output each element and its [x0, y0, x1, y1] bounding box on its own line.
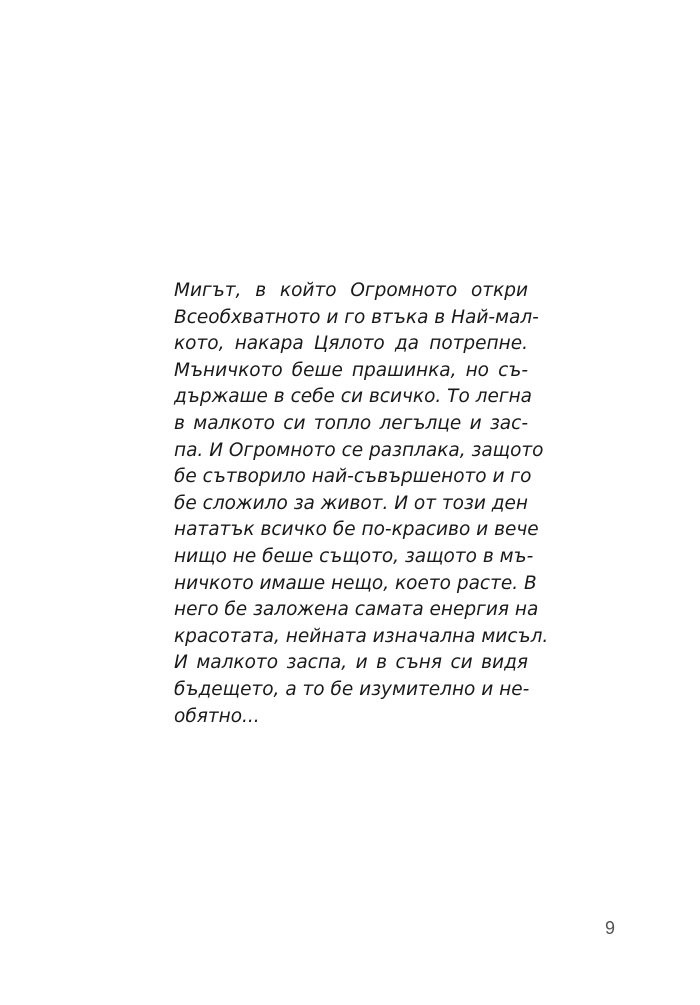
paragraph-line: Всеобхватното и го втъка в Най-мал- — [174, 306, 539, 328]
paragraph-line: него бе заложена самата енергия на — [174, 599, 539, 621]
paragraph-line: бъдещето, а то бе изумително и не- — [174, 678, 530, 700]
paragraph-line: Мъничкото беше прашинка, но съ- — [174, 359, 528, 381]
paragraph-line: държаше в себе си всичко. То легна — [174, 386, 533, 408]
paragraph-line: обятно... — [174, 705, 260, 727]
paragraph-line: бе сътворило най-съвършеното и го — [174, 466, 532, 488]
paragraph-line: И малкото заспа, и в съня си видя — [174, 652, 528, 674]
paragraph-line: Мигът, в който Огромното откри — [174, 280, 528, 301]
paragraph-line: нататък всичко бе по-красиво и вече — [174, 519, 539, 541]
paragraph-line: нищо не беше същото, защото в мъ- — [174, 545, 534, 567]
paragraph-line: в малкото си топло легълце и зас- — [174, 412, 528, 434]
paragraph-line: па. И Огромното се разплака, защото — [174, 439, 544, 461]
paragraph-line: бе сложило за живот. И от този ден — [174, 492, 529, 514]
page-number: 9 — [604, 918, 615, 938]
paragraph-line: кото, накара Цялото да потрепне. — [174, 333, 528, 355]
body-paragraph — [174, 278, 549, 730]
paragraph-line: ничкото имаше нещо, което расте. В — [174, 572, 537, 594]
paragraph-line: красотата, нейната изначална мисъл. — [174, 625, 549, 647]
